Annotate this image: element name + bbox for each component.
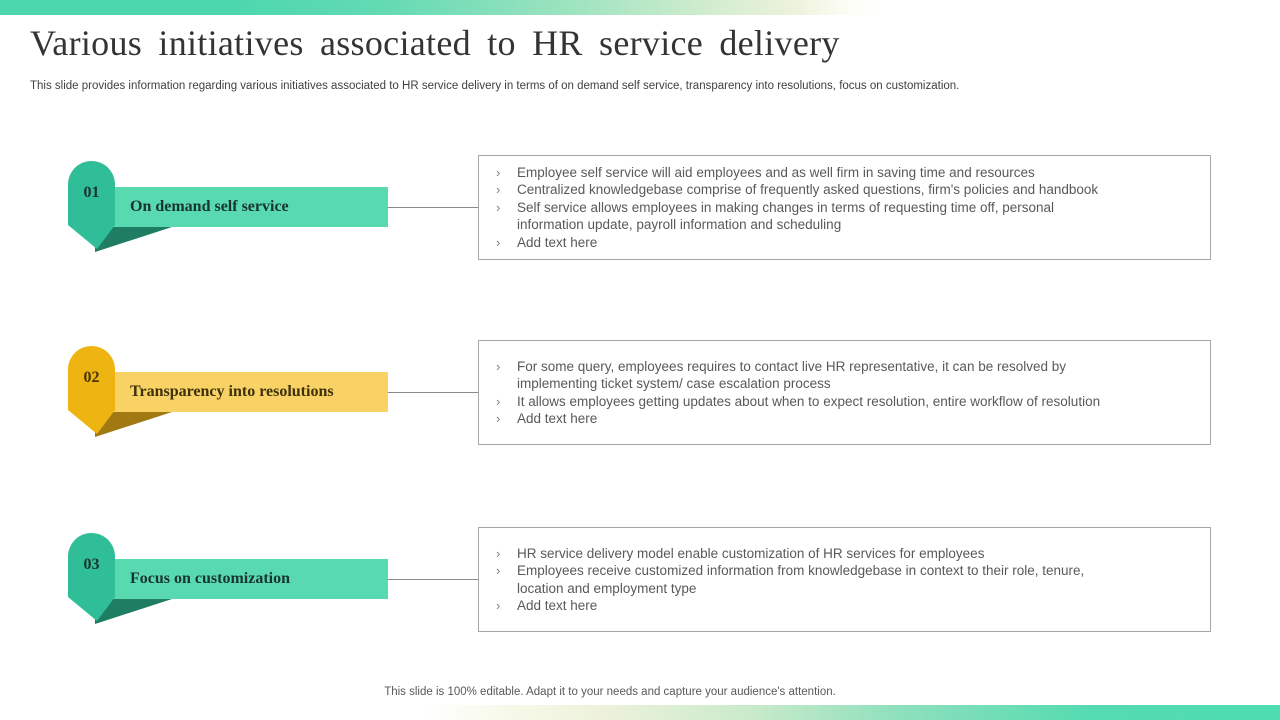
bullet-line: Add text here <box>517 411 598 426</box>
bullet-line: Self service allows employees in making changes in terms of requesting time off, personal <box>517 199 1055 215</box>
page-title: Various initiatives associated to HR service delivery <box>30 23 840 63</box>
detail-box <box>478 340 1211 445</box>
number-badge <box>68 161 115 249</box>
badge-number: 01 <box>83 184 100 201</box>
bullet-line: Employees receive customized information from knowledgebase in context to their role, tenure, <box>517 563 1085 578</box>
initiative-row-2 <box>0 340 1280 447</box>
bullet-item <box>496 181 1200 199</box>
chevron-bullet-icon: › <box>496 563 501 578</box>
bullet-item-add-text-placeholder <box>496 597 1200 615</box>
initiative-label: Transparency into resolutions <box>130 383 334 400</box>
badge-number: 03 <box>83 556 100 573</box>
bullet-line: Add text here <box>517 598 598 613</box>
chevron-bullet-icon: › <box>496 199 501 215</box>
badge-shape-icon <box>68 161 115 249</box>
badge-shape-icon <box>68 346 115 434</box>
bullet-line: Centralized knowledgebase comprise of frequently asked questions, firm's policies and handbook <box>517 182 1099 198</box>
bullet-item-add-text-placeholder <box>496 234 1200 252</box>
detail-box <box>478 527 1211 632</box>
chevron-bullet-icon: › <box>496 393 501 409</box>
slide-subtitle: This slide provides information regarding various initiatives associated to HR service delivery in terms of on demand self service, transparency into resolutions, focus on customization. <box>30 80 960 92</box>
initiative-label-banner <box>114 372 388 412</box>
connector-line <box>388 579 478 580</box>
bullet-list <box>479 358 1210 428</box>
bullet-line: information update, payroll information and scheduling <box>517 217 842 233</box>
badge-number: 02 <box>83 369 100 386</box>
connector-line <box>388 207 478 208</box>
top-gradient-bar <box>0 0 1280 15</box>
initiative-row-3 <box>0 527 1280 634</box>
bullet-line: HR service delivery model enable customization of HR services for employees <box>517 545 985 561</box>
chevron-bullet-icon: › <box>496 545 501 561</box>
chevron-bullet-icon: › <box>496 358 501 374</box>
bottom-gradient-bar <box>0 705 1280 720</box>
bullet-item-add-text-placeholder <box>496 410 1200 428</box>
chevron-bullet-icon: › <box>496 164 501 180</box>
bullet-item <box>496 199 1200 234</box>
bullet-list <box>479 164 1210 252</box>
bullet-line: It allows employees getting updates about when to expect resolution, entire workflow of resolution <box>517 393 1101 409</box>
number-badge <box>68 346 115 434</box>
chevron-bullet-icon: › <box>496 234 501 250</box>
chevron-bullet-icon: › <box>496 182 501 198</box>
bullet-line: Employee self service will aid employees and as well firm in saving time and resources <box>517 164 1035 180</box>
badge-shape-icon <box>68 533 115 621</box>
bullet-line: For some query, employees requires to contact live HR representative, it can be resolved by <box>517 358 1067 374</box>
chevron-bullet-icon: › <box>496 411 501 426</box>
bullet-item <box>496 562 1200 597</box>
bullet-item <box>496 545 1200 563</box>
bullet-line: location and employment type <box>517 580 697 596</box>
bullet-line: implementing ticket system/ case escalation process <box>517 376 831 391</box>
bullet-list <box>479 545 1210 615</box>
chevron-bullet-icon: › <box>496 598 501 613</box>
number-badge <box>68 533 115 621</box>
bullet-item <box>496 164 1200 182</box>
bullet-line: Add text here <box>517 234 598 250</box>
initiative-label-banner <box>114 559 388 599</box>
initiative-label: On demand self service <box>130 198 289 215</box>
initiative-row-1 <box>0 155 1280 262</box>
bullet-item <box>496 393 1200 411</box>
initiative-label: Focus on customization <box>130 570 290 587</box>
detail-box <box>478 155 1211 260</box>
bullet-item <box>496 358 1200 393</box>
connector-line <box>388 392 478 393</box>
initiative-label-banner <box>114 187 388 227</box>
editable-note: This slide is 100% editable. Adapt it to your needs and capture your audience's attention. <box>384 686 836 698</box>
